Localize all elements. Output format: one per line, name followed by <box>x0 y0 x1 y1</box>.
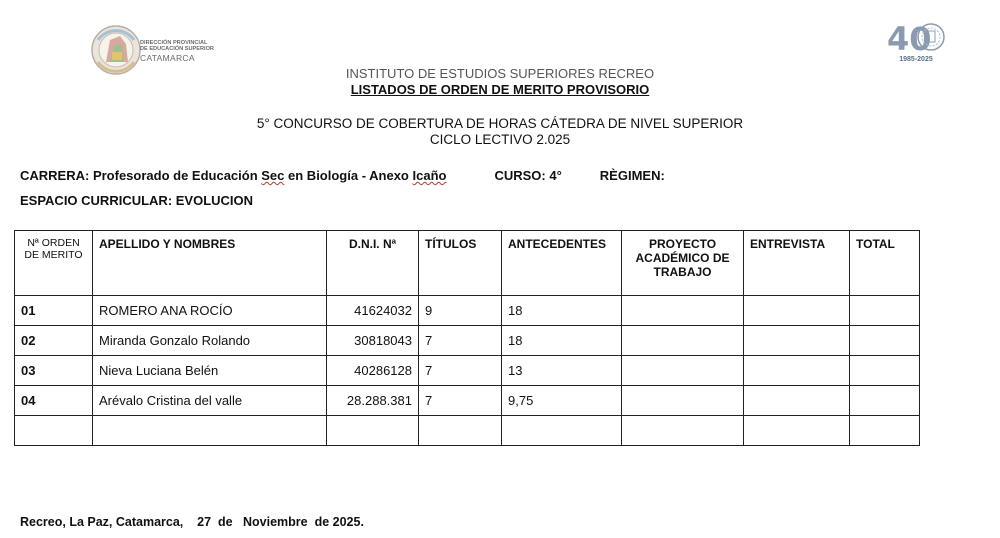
cell-orden: 04 <box>15 386 93 416</box>
header-orden: Nª ORDEN DE MERITO <box>15 231 93 296</box>
cell-antecedentes: 18 <box>502 296 622 326</box>
table-row <box>15 326 920 356</box>
cell-empty <box>327 416 419 446</box>
header-apellido: APELLIDO Y NOMBRES <box>93 231 327 296</box>
table-row <box>15 296 920 326</box>
carrera-sec: Sec <box>261 168 285 183</box>
cell-titulos: 7 <box>419 356 502 386</box>
header-antecedentes: ANTECEDENTES <box>502 231 622 296</box>
cell-empty <box>744 416 850 446</box>
logo-line-1: DIRECCIÓN PROVINCIAL <box>140 40 208 46</box>
cell-titulos: 7 <box>419 386 502 416</box>
cell-empty <box>419 416 502 446</box>
header-total: TOTAL <box>850 231 920 296</box>
cell-titulos: 9 <box>419 296 502 326</box>
document-title <box>0 82 1000 97</box>
header-titulos: TÍTULOS <box>419 231 502 296</box>
cell-antecedentes: 13 <box>502 356 622 386</box>
cell-total <box>850 356 920 386</box>
cell-total <box>850 326 920 356</box>
cell-entrevista <box>744 356 850 386</box>
cell-proyecto <box>622 296 744 326</box>
table-header-row <box>15 231 920 296</box>
curso-label: CURSO: 4° <box>494 168 562 183</box>
carrera-prefix: CARRERA: Profesorado de Educación <box>20 168 262 183</box>
ciclo-lectivo: CICLO LECTIVO 2.025 <box>429 132 571 147</box>
document-title-text: LISTADOS DE ORDEN DE MERITO PROVISORIO <box>350 82 650 97</box>
cell-empty <box>15 416 93 446</box>
cell-empty <box>93 416 327 446</box>
logo-text <box>140 40 214 63</box>
cell-nombre: Nieva Luciana Belén <box>93 356 327 386</box>
cell-dni: 40286128 <box>327 356 419 386</box>
anniversary-logo <box>885 18 947 68</box>
cell-entrevista <box>744 386 850 416</box>
cell-empty <box>502 416 622 446</box>
cell-total <box>850 296 920 326</box>
cell-nombre: Arévalo Cristina del valle <box>93 386 327 416</box>
carrera-mid: en Biología - Anexo <box>284 168 413 183</box>
institute-name: INSTITUTO DE ESTUDIOS SUPERIORES RECREO <box>345 66 655 81</box>
logo-line-2: DE EDUCACIÓN SUPERIOR <box>140 46 214 53</box>
cell-proyecto <box>622 386 744 416</box>
carrera-anexo: Icaño <box>412 168 447 183</box>
concurso-line: 5° CONCURSO DE COBERTURA DE HORAS CÁTEDRA DE NIVEL SUPERIOR <box>256 116 744 131</box>
cell-empty <box>622 416 744 446</box>
cell-proyecto <box>622 356 744 386</box>
table-row <box>15 386 920 416</box>
cell-proyecto <box>622 326 744 356</box>
cell-dni: 30818043 <box>327 326 419 356</box>
cell-total <box>850 386 920 416</box>
anniversary-40-icon <box>885 18 947 58</box>
cell-orden: 01 <box>15 296 93 326</box>
carrera-line <box>20 168 665 183</box>
logo-line-3: CATAMARCA <box>140 52 195 63</box>
cell-orden: 03 <box>15 356 93 386</box>
header-entrevista: ENTREVISTA <box>744 231 850 296</box>
cell-entrevista <box>744 326 850 356</box>
espacio-curricular: ESPACIO CURRICULAR: EVOLUCION <box>20 193 254 208</box>
regimen-label: RÈGIMEN: <box>599 168 665 183</box>
cell-dni: 41624032 <box>327 296 419 326</box>
footer-place-date: Recreo, La Paz, Catamarca, 27 de Noviembre de 2025. <box>20 515 364 529</box>
cell-antecedentes: 9,75 <box>502 386 622 416</box>
header-dni: D.N.I. Nª <box>327 231 419 296</box>
cell-dni: 28.288.381 <box>327 386 419 416</box>
cell-titulos: 7 <box>419 326 502 356</box>
table-row-empty <box>15 416 920 446</box>
anniversary-number: 40 <box>887 20 932 58</box>
cell-entrevista <box>744 296 850 326</box>
merit-table <box>14 230 920 446</box>
anniversary-years: 1985-2025 <box>899 56 933 63</box>
cell-antecedentes: 18 <box>502 326 622 356</box>
header-proyecto: PROYECTO ACADÉMICO DE TRABAJO <box>622 231 744 296</box>
cell-nombre: ROMERO ANA ROCÍO <box>93 296 327 326</box>
cell-nombre: Miranda Gonzalo Rolando <box>93 326 327 356</box>
table-row <box>15 356 920 386</box>
cell-empty <box>850 416 920 446</box>
cell-orden: 02 <box>15 326 93 356</box>
